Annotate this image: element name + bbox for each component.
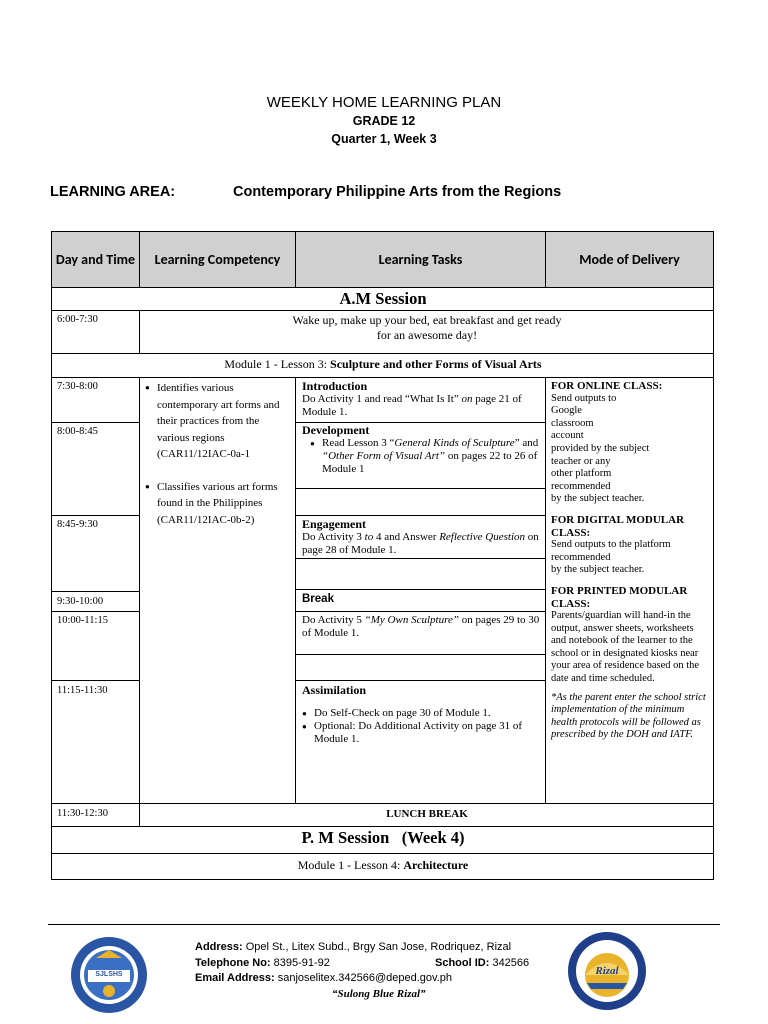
division-seal: Rizal bbox=[567, 931, 647, 1011]
module1-lesson4: Module 1 - Lesson 4: Architecture bbox=[297, 858, 469, 872]
time-slot: 9:30-10:00 bbox=[57, 596, 104, 607]
task-assimilation: Assimilation ● Do Self-Check on page 30 of Module 1. ● Optional: Do Additional Activity on page 31 of Module 1. bbox=[302, 684, 540, 746]
school-logo: SJLSHS bbox=[70, 936, 148, 1014]
am-session-title: A.M Session bbox=[339, 289, 427, 308]
time-slot: 11:30-12:30 bbox=[57, 808, 108, 819]
digital-class-heading: FOR DIGITAL MODULAR CLASS: bbox=[551, 513, 685, 539]
time-slot: 8:45-9:30 bbox=[57, 519, 98, 530]
lunch-break: LUNCH BREAK bbox=[386, 808, 468, 820]
footer-divider bbox=[48, 924, 720, 925]
task-activity5: Do Activity 5 “My Own Sculpture” on pages 29 to 30 of Module 1. bbox=[302, 614, 540, 639]
competency-item: ● Classifies various art forms found in the Philippines (CAR11/12IAC-0b-2) bbox=[157, 479, 291, 529]
learning-area-value: Contemporary Philippine Arts from the Regions bbox=[233, 184, 562, 200]
col-header-day-time: Day and Time bbox=[55, 251, 136, 268]
online-class-heading: FOR ONLINE CLASS: bbox=[551, 380, 663, 392]
task-engagement: Engagement Do Activity 3 to 4 and Answer Reflective Question on page 28 of Module 1. bbox=[302, 517, 539, 556]
quarter-label: Quarter 1, Week 3 bbox=[331, 132, 437, 146]
time-slot: 7:30-8:00 bbox=[57, 381, 98, 392]
printed-class-heading: FOR PRINTED MODULAR CLASS: bbox=[551, 584, 688, 610]
wake-up-text: Wake up, make up your bed, eat breakfast and get ready for an awesome day! bbox=[292, 313, 562, 342]
col-header-delivery: Mode of Delivery bbox=[579, 251, 680, 268]
col-header-competency: Learning Competency bbox=[154, 251, 281, 268]
footer-contact: Address: Opel St., Litex Subd., Brgy San Jose, Rodriquez, Rizal Telephone No: 8395-91-92 School ID: 342566 Email Address: sanjoselitex.342566@deped.gov.ph “Sulong Blue Rizal” bbox=[195, 940, 575, 1002]
module1-lesson3: Module 1 - Lesson 3: Sculpture and other Forms of Visual Arts bbox=[224, 357, 542, 371]
task-introduction: Introduction Do Activity 1 and read “What Is It” on page 21 of Module 1. bbox=[302, 379, 522, 418]
plan-title: WEEKLY HOME LEARNING PLAN bbox=[266, 94, 502, 111]
slogan: “Sulong Blue Rizal” bbox=[332, 987, 426, 1000]
grade-label: GRADE 12 bbox=[352, 114, 416, 128]
time-slot: 8:00-8:45 bbox=[57, 426, 98, 437]
health-protocol-note: *As the parent enter the school strict implementation of the minimum health protocols will be followed as prescribed by the DOH and IATF. bbox=[551, 691, 706, 741]
time-slot: 10:00-11:15 bbox=[57, 615, 108, 626]
time-slot: 11:15-11:30 bbox=[57, 685, 108, 696]
printed-class-text: Parents/guardian will hand-in the output, answer sheets, worksheets and notebook of the learner to the school or in designated kiosks near your area of residence based on the date and time scheduled. bbox=[551, 610, 700, 685]
learning-area-label: LEARNING AREA: bbox=[50, 184, 176, 200]
task-development: Development ● Read Lesson 3 “General Kinds of Sculpture” and “Other Form of Visual Art” on pages 22 to 26 of Module 1 bbox=[302, 424, 540, 476]
competency-list bbox=[143, 380, 291, 528]
task-break: Break bbox=[302, 593, 334, 605]
competency-item: ● Identifies various contemporary art forms and their practices from the various regions (CAR11/12IAC-0a-1 bbox=[157, 380, 291, 463]
pm-session-title: P. M Session (Week 4) bbox=[301, 828, 465, 847]
col-header-tasks: Learning Tasks bbox=[378, 251, 463, 268]
delivery-modes: FOR ONLINE CLASS: Send outputs to Google classroom account provided by the subject teacher or any other platform recommended by the subject teacher. FOR DIGITAL MODULAR CLASS: Send outputs to the platform recommended by the subject teacher. FOR PRINTED MODULAR CLASS: Parents/guardian will hand-in the output, answer sheets, worksheets and notebook of the learner to the school or in designated kiosks near your area of residence based on the date and time scheduled. *As the parent enter the school strict implementation of the minimum health protocols will be followed as prescribed by the DOH and IATF. bbox=[551, 380, 711, 742]
time-wake: 6:00-7:30 bbox=[57, 314, 98, 325]
